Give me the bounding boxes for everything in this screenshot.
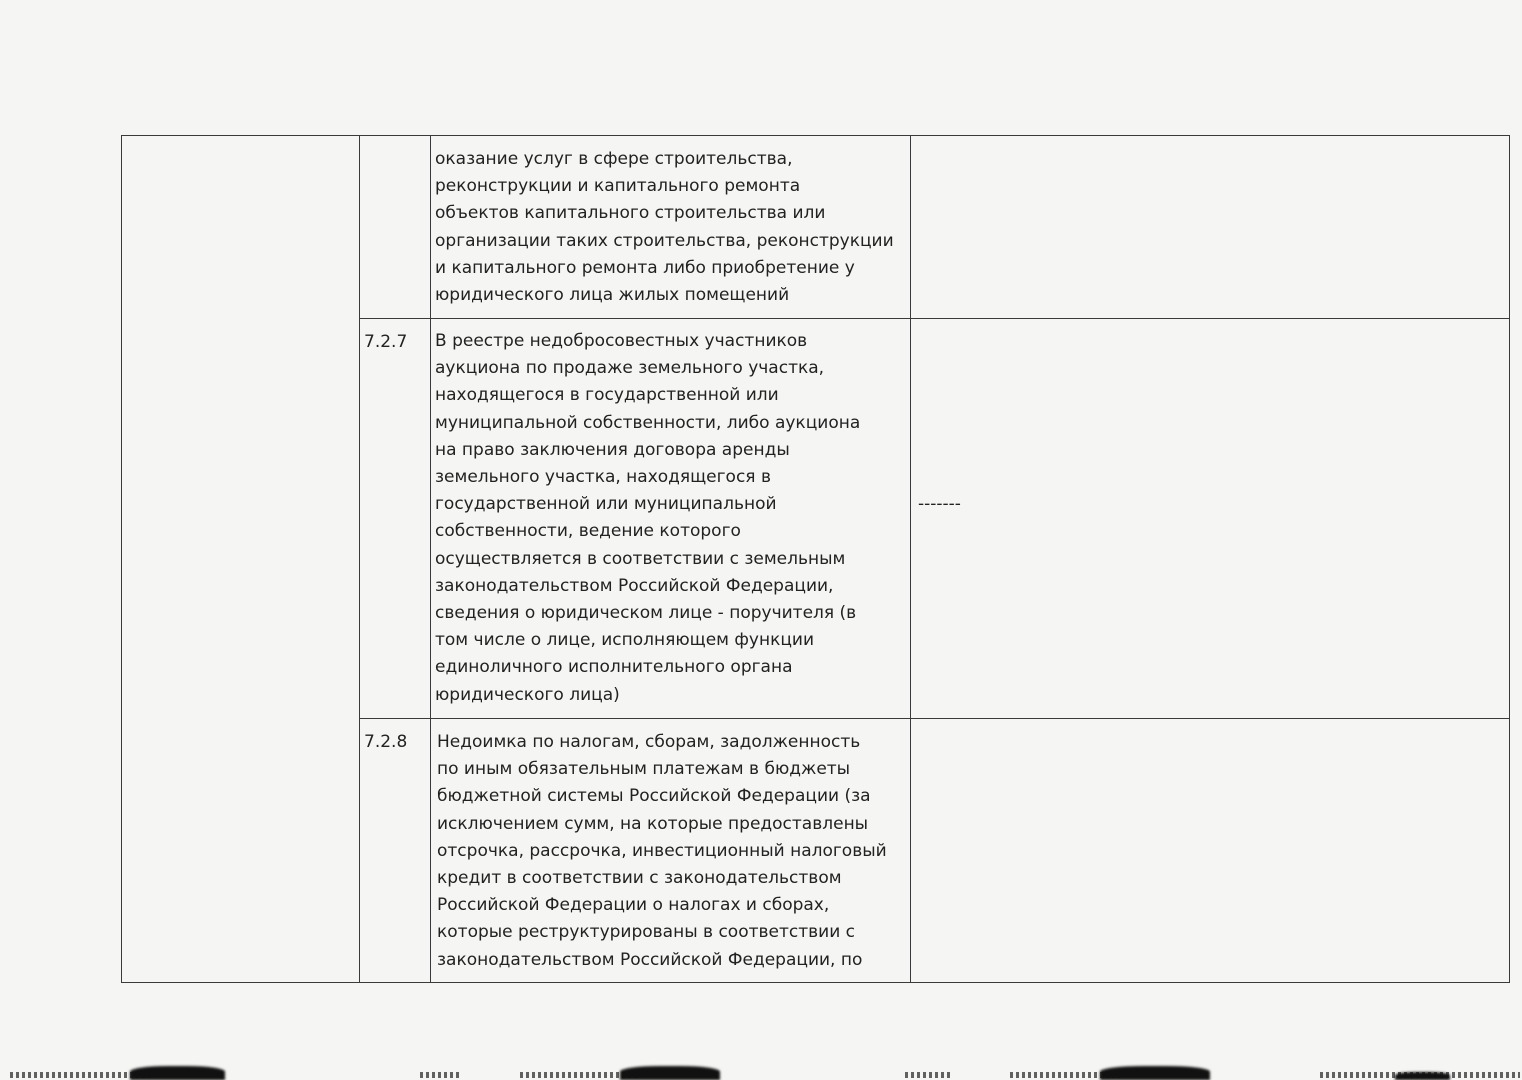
scan-artifact (1100, 1066, 1210, 1080)
row-description: оказание услуг в сфере строительства, реконструкции и капитального ремонта объектов капитального строительства или организации таких строительства, реконструкции и капитального ремонта либо приобретение у юридического лица жилых помещений (435, 149, 894, 306)
scan-artifact (130, 1066, 225, 1080)
row-description: В реестре недобросовестных участников аукциона по продаже земельного участка, находящегося в государственной или муниципальной собственности, либо аукциона на право заключения договора аренды земельного участка, находящегося в государственной или муниципальной собственности, ведение которого осуществляется в соответствии с земельным законодательством Российской Федерации, сведения о юридическом лице - поручителя (в том числе о лице, исполняющем функции единоличного исполнительного органа юридического лица) (435, 331, 861, 705)
row-value: ------- (918, 494, 961, 514)
scan-artifact (10, 1072, 150, 1078)
requirements-table (121, 135, 1510, 983)
row-divider-2 (359, 718, 1509, 719)
scan-artifact (905, 1072, 950, 1078)
column-divider-1 (359, 136, 360, 982)
column-divider-2 (430, 136, 431, 982)
scan-artifact (420, 1072, 460, 1078)
row-description: Недоимка по налогам, сборам, задолженность по иным обязательным платежам в бюджеты бюджетной системы Российской Федерации (за исключением сумм, на которые предоставлены отсрочка, рассрочка, инвестиционный налоговый кредит в соответствии с законодательством Российской Федерации о налогах и сборах, которые реструктурированы в соответствии с законодательством Российской Федерации, по (437, 732, 887, 970)
row-number: 7.2.8 (364, 732, 408, 752)
row-number: 7.2.7 (364, 332, 408, 352)
scan-artifact (620, 1066, 720, 1080)
scan-artifact (1395, 1072, 1450, 1080)
row-divider-1 (359, 318, 1509, 319)
